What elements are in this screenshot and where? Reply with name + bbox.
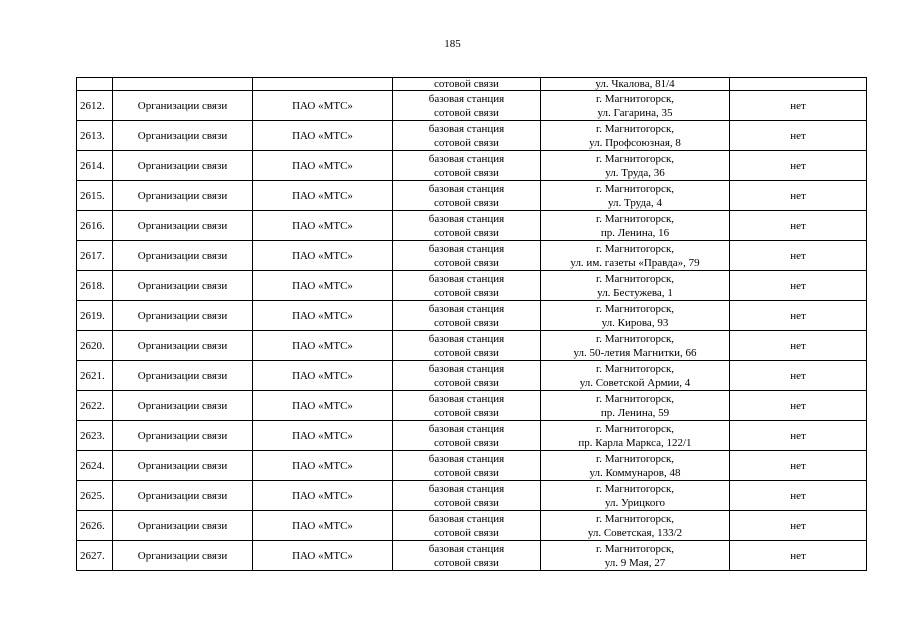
- cell-category: [113, 78, 253, 91]
- type-line-1: базовая станция: [428, 272, 505, 285]
- cell-category: Организации связи: [113, 421, 253, 451]
- address-line-2: ул. Труда, 36: [605, 166, 665, 179]
- address-line-2: ул. Коммунаров, 48: [589, 466, 681, 479]
- type-line-1: базовая станция: [428, 122, 505, 135]
- type-line-2: сотовой связи: [434, 256, 499, 269]
- cell-owner: ПАО «МТС»: [253, 391, 393, 421]
- type-line-2: сотовой связи: [434, 166, 499, 179]
- cell-owner: ПАО «МТС»: [253, 541, 393, 571]
- cell-value: нет: [730, 541, 867, 571]
- cell-owner: ПАО «МТС»: [253, 241, 393, 271]
- address-line-2: пр. Карла Маркса, 122/1: [578, 436, 692, 449]
- cell-address: [541, 421, 730, 451]
- table-row: [77, 511, 867, 541]
- cell-owner: ПАО «МТС»: [253, 91, 393, 121]
- cell-owner: ПАО «МТС»: [253, 331, 393, 361]
- type-line-2: сотовой связи: [434, 556, 499, 569]
- cell-owner: ПАО «МТС»: [253, 211, 393, 241]
- table-row: [77, 211, 867, 241]
- cell-type: [393, 511, 541, 541]
- type-line-1: базовая станция: [428, 92, 505, 105]
- cell-category: Организации связи: [113, 331, 253, 361]
- cell-value: нет: [730, 331, 867, 361]
- cell-value: нет: [730, 301, 867, 331]
- cell-category: Организации связи: [113, 541, 253, 571]
- address-line-1: г. Магнитогорск,: [595, 242, 675, 255]
- address-line-2: ул. 9 Мая, 27: [604, 556, 666, 569]
- cell-owner: ПАО «МТС»: [253, 421, 393, 451]
- cell-num: 2618.: [77, 271, 113, 301]
- cell-category: Организации связи: [113, 451, 253, 481]
- cell-category: Организации связи: [113, 271, 253, 301]
- table-row: [77, 541, 867, 571]
- cell-num: 2615.: [77, 181, 113, 211]
- cell-num: 2616.: [77, 211, 113, 241]
- cell-address: [541, 541, 730, 571]
- cell-address: [541, 451, 730, 481]
- cell-type: [393, 331, 541, 361]
- type-line-1: базовая станция: [428, 452, 505, 465]
- cell-address: [541, 271, 730, 301]
- table-row: [77, 271, 867, 301]
- cell-owner: ПАО «МТС»: [253, 271, 393, 301]
- cell-owner: ПАО «МТС»: [253, 151, 393, 181]
- cell-num: 2622.: [77, 391, 113, 421]
- address-line-1: г. Магнитогорск,: [595, 542, 675, 555]
- cell-type: [393, 301, 541, 331]
- address-line-1: г. Магнитогорск,: [595, 122, 675, 135]
- table-row: [77, 481, 867, 511]
- cell-owner: ПАО «МТС»: [253, 451, 393, 481]
- cell-num: [77, 78, 113, 91]
- type-line-2: сотовой связи: [434, 406, 499, 419]
- address-line-2: пр. Ленина, 59: [600, 406, 670, 419]
- address-line-2: ул. Советской Армии, 4: [579, 376, 691, 389]
- address-line-1: г. Магнитогорск,: [595, 452, 675, 465]
- table-row: [77, 301, 867, 331]
- cell-type: [393, 451, 541, 481]
- cell-num: 2623.: [77, 421, 113, 451]
- table-row: [77, 241, 867, 271]
- address-line-1: г. Магнитогорск,: [595, 392, 675, 405]
- type-line-2: сотовой связи: [434, 196, 499, 209]
- address-line-2: ул. Профсоюзная, 8: [589, 136, 681, 149]
- cell-value: [730, 78, 867, 91]
- cell-value: нет: [730, 481, 867, 511]
- type-line-1: базовая станция: [428, 362, 505, 375]
- address-line-2: ул. Труда, 4: [608, 196, 662, 209]
- cell-num: 2620.: [77, 331, 113, 361]
- cell-value: нет: [730, 511, 867, 541]
- cell-address: [541, 301, 730, 331]
- continuation-row: [77, 78, 867, 91]
- address-line-1: г. Магнитогорск,: [595, 182, 675, 195]
- cell-value: нет: [730, 181, 867, 211]
- address-line-1: г. Магнитогорск,: [595, 152, 675, 165]
- cell-value: нет: [730, 421, 867, 451]
- cell-address: [541, 511, 730, 541]
- type-line-1: базовая станция: [428, 512, 505, 525]
- cell-num: 2625.: [77, 481, 113, 511]
- type-line-1: базовая станция: [428, 542, 505, 555]
- address-line-2: ул. Урицкого: [604, 496, 666, 509]
- cell-num: 2612.: [77, 91, 113, 121]
- type-line-2: сотовой связи: [434, 346, 499, 359]
- type-line-2: сотовой связи: [434, 226, 499, 239]
- cell-category: Организации связи: [113, 211, 253, 241]
- cell-owner: ПАО «МТС»: [253, 181, 393, 211]
- cell-num: 2621.: [77, 361, 113, 391]
- table-row: [77, 391, 867, 421]
- type-line-2: сотовой связи: [434, 286, 499, 299]
- type-line-1: базовая станция: [428, 482, 505, 495]
- cell-category: Организации связи: [113, 511, 253, 541]
- type-line-1: базовая станция: [428, 242, 505, 255]
- cell-address: [541, 481, 730, 511]
- table-row: [77, 331, 867, 361]
- cell-address: [541, 211, 730, 241]
- cell-value: нет: [730, 121, 867, 151]
- address-line-2: ул. им. газеты «Правда», 79: [570, 256, 700, 269]
- address-line-2: ул. Бестужева, 1: [597, 286, 673, 299]
- address-line-2: ул. Кирова, 93: [601, 316, 669, 329]
- table-body: [77, 78, 867, 571]
- type-line-2: сотовой связи: [434, 436, 499, 449]
- table-row: [77, 181, 867, 211]
- cell-num: 2626.: [77, 511, 113, 541]
- cell-category: Организации связи: [113, 301, 253, 331]
- address-line-2: ул. Гагарина, 35: [597, 106, 673, 119]
- cell-type: [393, 121, 541, 151]
- address-line-1: г. Магнитогорск,: [595, 482, 675, 495]
- cell-address: [541, 181, 730, 211]
- cell-category: Организации связи: [113, 361, 253, 391]
- registry-table: [76, 77, 867, 571]
- cell-value: нет: [730, 361, 867, 391]
- type-line-2: сотовой связи: [434, 106, 499, 119]
- cell-type: [393, 361, 541, 391]
- address-line-1: г. Магнитогорск,: [595, 512, 675, 525]
- cell-address: [541, 151, 730, 181]
- cell-type: [393, 391, 541, 421]
- type-line-1: базовая станция: [428, 212, 505, 225]
- table-row: [77, 451, 867, 481]
- cell-type: [393, 421, 541, 451]
- type-line-1: базовая станция: [428, 152, 505, 165]
- cell-owner: ПАО «МТС»: [253, 511, 393, 541]
- type-line-2: сотовой связи: [434, 496, 499, 509]
- cell-address: [541, 391, 730, 421]
- table-row: [77, 151, 867, 181]
- cell-address: [541, 121, 730, 151]
- cell-num: 2624.: [77, 451, 113, 481]
- type-line-2: сотовой связи: [434, 526, 499, 539]
- type-line-2: сотовой связи: [434, 316, 499, 329]
- cell-category: Организации связи: [113, 241, 253, 271]
- cell-value: нет: [730, 271, 867, 301]
- cell-address: [541, 241, 730, 271]
- type-line-1: базовая станция: [428, 332, 505, 345]
- cell-num: 2613.: [77, 121, 113, 151]
- cell-type: [393, 91, 541, 121]
- cell-type: [393, 151, 541, 181]
- cell-owner: ПАО «МТС»: [253, 361, 393, 391]
- cell-owner: ПАО «МТС»: [253, 121, 393, 151]
- address-line-2: ул. Советская, 133/2: [587, 526, 683, 539]
- cell-address: [541, 91, 730, 121]
- type-line-1: базовая станция: [428, 392, 505, 405]
- cell-type: [393, 271, 541, 301]
- cell-type: [393, 541, 541, 571]
- address-line-2: ул. 50-летия Магнитки, 66: [573, 346, 697, 359]
- address-line-1: г. Магнитогорск,: [595, 212, 675, 225]
- table-row: [77, 361, 867, 391]
- type-line-2: сотовой связи: [434, 136, 499, 149]
- type-line-1: базовая станция: [428, 182, 505, 195]
- cell-owner: ПАО «МТС»: [253, 481, 393, 511]
- cell-category: Организации связи: [113, 391, 253, 421]
- cell-value: нет: [730, 241, 867, 271]
- cell-category: Организации связи: [113, 181, 253, 211]
- address-line-1: г. Магнитогорск,: [595, 362, 675, 375]
- table-row: [77, 421, 867, 451]
- address-line-1: г. Магнитогорск,: [595, 422, 675, 435]
- type-line-2: сотовой связи: [434, 466, 499, 479]
- cell-owner: ПАО «МТС»: [253, 301, 393, 331]
- type-line-1: базовая станция: [428, 302, 505, 315]
- cell-owner: [253, 78, 393, 91]
- address-line-1: г. Магнитогорск,: [595, 302, 675, 315]
- table-row: [77, 91, 867, 121]
- address-line-1: г. Магнитогорск,: [595, 332, 675, 345]
- table-row: [77, 121, 867, 151]
- cell-address: [541, 361, 730, 391]
- type-line-1: базовая станция: [428, 422, 505, 435]
- cell-category: Организации связи: [113, 91, 253, 121]
- address-line-1: г. Магнитогорск,: [595, 92, 675, 105]
- cell-num: 2614.: [77, 151, 113, 181]
- type-line-2: сотовой связи: [434, 376, 499, 389]
- cell-type: [393, 181, 541, 211]
- cell-address: ул. Чкалова, 81/4: [541, 78, 730, 91]
- cell-value: нет: [730, 151, 867, 181]
- page-number: 185: [444, 38, 461, 50]
- cell-num: 2627.: [77, 541, 113, 571]
- cell-type: сотовой связи: [393, 78, 541, 91]
- cell-value: нет: [730, 391, 867, 421]
- cell-category: Организации связи: [113, 151, 253, 181]
- cell-address: [541, 331, 730, 361]
- cell-value: нет: [730, 91, 867, 121]
- cell-type: [393, 241, 541, 271]
- cell-category: Организации связи: [113, 481, 253, 511]
- address-line-2: пр. Ленина, 16: [600, 226, 670, 239]
- cell-type: [393, 211, 541, 241]
- address-line-1: г. Магнитогорск,: [595, 272, 675, 285]
- cell-value: нет: [730, 211, 867, 241]
- cell-num: 2617.: [77, 241, 113, 271]
- cell-type: [393, 481, 541, 511]
- cell-value: нет: [730, 451, 867, 481]
- cell-category: Организации связи: [113, 121, 253, 151]
- cell-num: 2619.: [77, 301, 113, 331]
